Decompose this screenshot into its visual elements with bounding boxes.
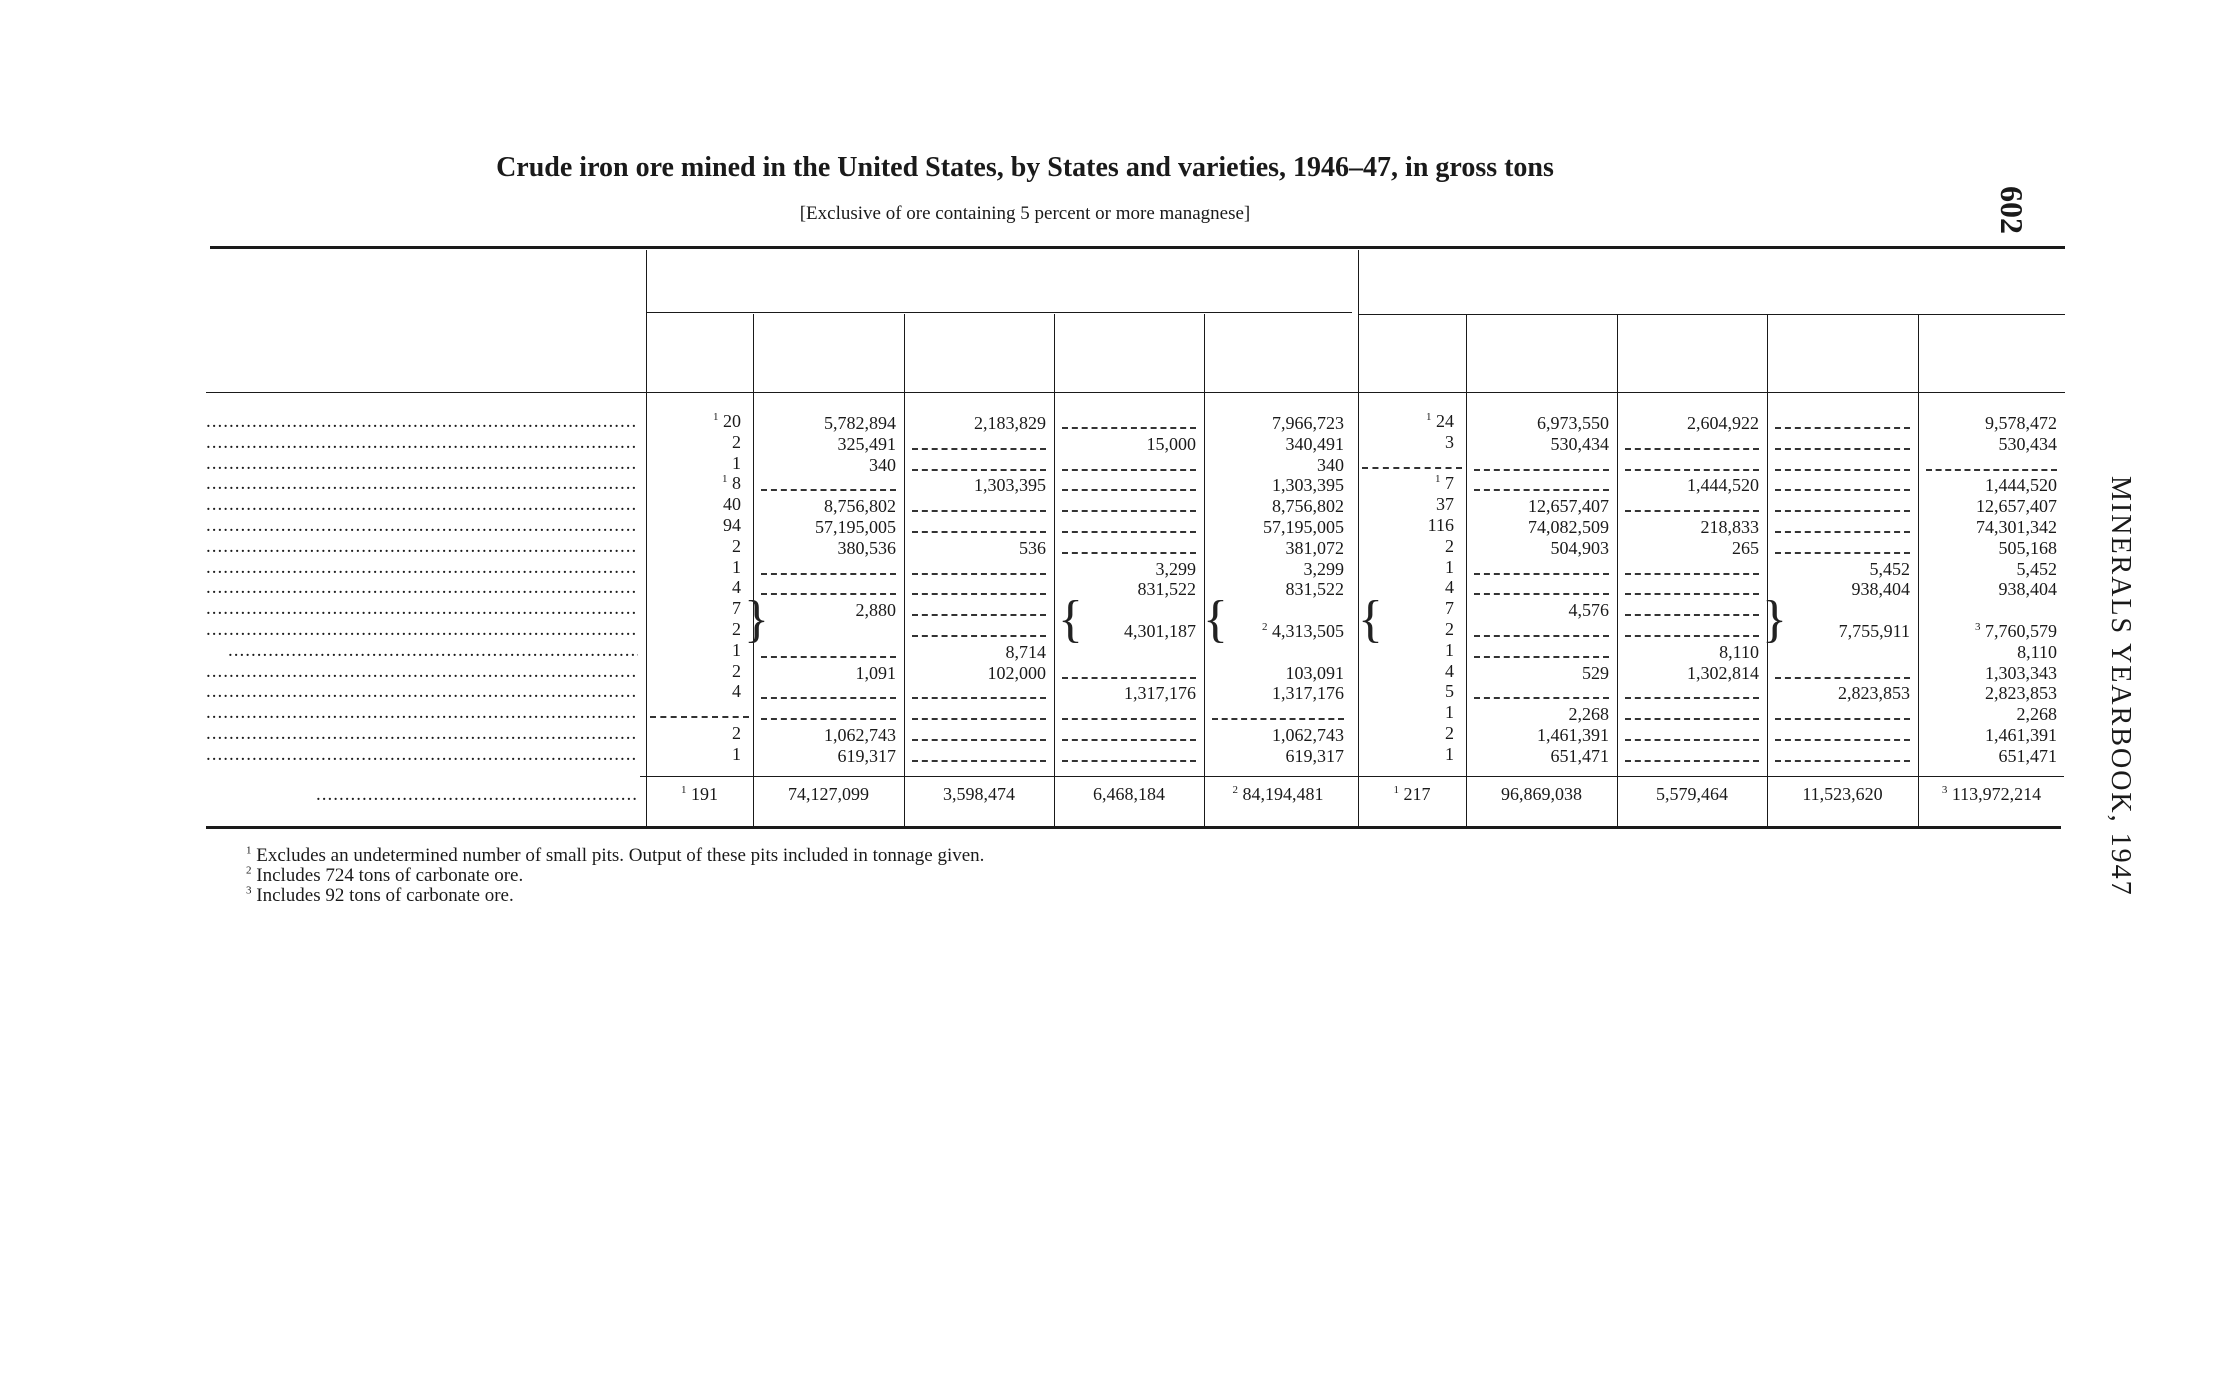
table-cell: 5,452: [2016, 558, 2057, 579]
table-cell: 1: [732, 452, 741, 473]
1947-hematite-header: [1466, 322, 1617, 388]
page-number: 602: [1994, 186, 2030, 234]
brace-mines-1947: {: [1358, 591, 1383, 649]
table-cell: 2,880: [855, 600, 896, 621]
state-name: [206, 640, 638, 661]
empty-cell-dash: [1775, 552, 1910, 554]
table-cell: 325,491: [837, 433, 896, 454]
empty-cell-dash: [1625, 760, 1759, 762]
table-cell: 4: [1445, 660, 1454, 681]
table-cell: 1,461,391: [1985, 725, 2057, 745]
table-cell: 218,833: [1700, 517, 1759, 537]
table-cell: 1,444,520: [1985, 475, 2057, 496]
1947-total-header: [1918, 322, 2065, 388]
table-cell: 2,183,829: [974, 413, 1046, 433]
table-cell: 2: [1445, 535, 1454, 556]
empty-cell-dash: [1062, 739, 1196, 741]
empty-cell-dash: [1775, 760, 1910, 762]
table-cell: 9,578,472: [1985, 413, 2057, 433]
footnote: $^3$ Includes 92 tons of carbonate ore.: [246, 884, 514, 906]
table-cell: 2,268: [1568, 704, 1609, 725]
state-name: [206, 432, 638, 453]
empty-cell-dash: [1062, 552, 1196, 554]
empty-cell-dash: [1775, 427, 1910, 429]
table-cell: 103,091: [1285, 662, 1344, 683]
table-cell: 57,195,005: [815, 517, 896, 537]
empty-cell-dash: [761, 593, 896, 595]
empty-cell-dash: [1474, 489, 1609, 491]
empty-cell-dash: [1775, 718, 1910, 720]
table-cell: 8,756,802: [1272, 496, 1344, 517]
table-cell: $^1$ 24: [1426, 411, 1454, 431]
year-rule-1946: [646, 312, 1352, 313]
table-cell: 3,299: [1155, 558, 1196, 579]
empty-cell-dash: [1625, 448, 1759, 450]
empty-cell-dash: [761, 489, 896, 491]
column-rule: [1054, 314, 1055, 826]
empty-cell-dash: [1775, 677, 1910, 679]
table-cell: 4: [732, 681, 741, 702]
table-cell: 7: [1445, 598, 1454, 619]
table-cell: 8,756,802: [824, 496, 896, 517]
empty-cell-dash: [912, 614, 1046, 616]
table-cell: 2: [732, 431, 741, 452]
empty-cell-dash: [912, 469, 1046, 471]
table-cell: 1,317,176: [1272, 683, 1344, 704]
empty-cell-dash: [1062, 427, 1196, 429]
page-subtitle: [Exclusive of ore containing 5 percent or more managnese]: [799, 203, 1251, 224]
empty-cell-dash: [912, 448, 1046, 450]
empty-cell-dash: [1212, 718, 1344, 720]
table-cell: 4: [1445, 577, 1454, 598]
total-cell: 3,598,474: [943, 784, 1015, 804]
page-title: Crude iron ore mined in the United States, by States and varieties, 1946–47, in gross tons: [496, 152, 1554, 183]
state-name: [206, 661, 638, 682]
table-cell: 2: [1445, 723, 1454, 743]
empty-cell-dash: [1474, 656, 1609, 658]
empty-cell-dash: [1775, 469, 1910, 471]
column-rule: [1617, 314, 1618, 826]
total-leader: [316, 784, 638, 805]
table-cell: 12,657,407: [1976, 496, 2057, 517]
table-cell: 6,973,550: [1537, 413, 1609, 433]
empty-cell-dash: [1775, 489, 1910, 491]
table-cell: 1,317,176: [1124, 683, 1196, 704]
empty-cell-dash: [1062, 469, 1196, 471]
table-cell: 102,000: [987, 662, 1046, 683]
table-cell: 536: [1019, 537, 1046, 558]
table-cell: 530,434: [1550, 433, 1609, 454]
1946-mines-header: [646, 320, 753, 386]
empty-cell-dash: [1775, 448, 1910, 450]
empty-cell-dash: [1474, 635, 1609, 637]
table-cell: 74,082,509: [1528, 517, 1609, 537]
empty-cell-dash: [1474, 593, 1609, 595]
brace-magnetite-1946: {: [1058, 591, 1083, 649]
empty-cell-dash: [912, 739, 1046, 741]
empty-cell-dash: [761, 656, 896, 658]
table-cell: 619,317: [1285, 745, 1344, 766]
total-cell: $^2$ 84,194,481: [1232, 784, 1324, 804]
state-name: [206, 411, 638, 432]
table-cell: 15,000: [1146, 433, 1196, 454]
column-rule: [1767, 314, 1768, 826]
table-cell: 74,301,342: [1976, 517, 2057, 537]
table-cell: 505,168: [1998, 537, 2057, 558]
state-name: [206, 681, 638, 702]
table-cell: 3: [1445, 431, 1454, 452]
table-cell: 2,268: [2016, 704, 2057, 725]
table-cell: 57,195,005: [1263, 517, 1344, 537]
table-cell: 265: [1732, 537, 1759, 558]
empty-cell-dash: [912, 697, 1046, 699]
table-cell: 504,903: [1550, 537, 1609, 558]
table-cell: 12,657,407: [1528, 496, 1609, 517]
table-cell: 3,299: [1303, 558, 1344, 579]
empty-cell-dash: [761, 573, 896, 575]
empty-cell-dash: [1625, 718, 1759, 720]
brace-hematite-1946: }: [744, 591, 769, 649]
state-name: [206, 577, 638, 598]
empty-cell-dash: [1062, 510, 1196, 512]
1946-brown-ore-header: [904, 320, 1054, 386]
table-cell: 7,755,911: [1838, 621, 1910, 641]
table-cell: 380,536: [837, 537, 896, 558]
table-cell: 2,823,853: [1838, 683, 1910, 704]
table-cell: 5: [1445, 681, 1454, 702]
table-cell: 1,062,743: [824, 725, 896, 745]
empty-cell-dash: [1775, 739, 1910, 741]
table-cell: $^2$ 4,313,505: [1262, 621, 1344, 641]
state-name: [206, 598, 638, 619]
column-rule: [753, 314, 754, 826]
table-cell: $^1$ 8: [722, 473, 741, 494]
empty-cell-dash: [1625, 469, 1759, 471]
table-bottom-rule: [206, 826, 2061, 829]
table-cell: 651,471: [1998, 745, 2057, 766]
table-cell: 529: [1582, 662, 1609, 683]
state-name: [206, 494, 638, 515]
table-cell: 1: [732, 743, 741, 764]
state-name: [206, 453, 638, 474]
empty-cell-dash: [1062, 718, 1196, 720]
empty-cell-dash: [761, 718, 896, 720]
empty-cell-dash: [650, 716, 749, 718]
state-name: [206, 619, 638, 640]
empty-cell-dash: [1625, 573, 1759, 575]
table-cell: 2: [1445, 619, 1454, 639]
footnote: $^2$ Includes 724 tons of carbonate ore.: [246, 864, 524, 886]
table-cell: 2: [732, 723, 741, 743]
empty-cell-dash: [912, 531, 1046, 533]
column-rule: [904, 314, 905, 826]
table-cell: 1: [1445, 743, 1454, 764]
table-cell: 530,434: [1998, 433, 2057, 454]
brace-total-1946: {: [1203, 591, 1228, 649]
state-name: [206, 473, 638, 494]
empty-cell-dash: [1625, 739, 1759, 741]
table-cell: 40: [723, 494, 741, 515]
empty-cell-dash: [761, 697, 896, 699]
table-cell: 1,062,743: [1272, 725, 1344, 745]
table-cell: 7: [732, 598, 741, 619]
table-top-rule: [210, 246, 2065, 249]
empty-cell-dash: [1474, 469, 1609, 471]
1946-total-header: [1204, 320, 1352, 386]
empty-cell-dash: [1625, 593, 1759, 595]
table-cell: 5,782,894: [824, 413, 896, 433]
empty-cell-dash: [912, 510, 1046, 512]
column-rule: [1918, 314, 1919, 826]
table-cell: 1: [1445, 556, 1454, 577]
table-cell: 4,301,187: [1124, 621, 1196, 641]
1947-brown-ore-header: [1617, 322, 1767, 388]
empty-cell-dash: [1362, 467, 1462, 469]
table-cell: 37: [1436, 494, 1454, 515]
total-cell: 96,869,038: [1501, 784, 1582, 804]
table-cell: 1: [732, 556, 741, 577]
header-bottom-rule: [206, 392, 2065, 393]
table-cell: 5,452: [1869, 558, 1910, 579]
empty-cell-dash: [912, 635, 1046, 637]
column-rule: [1204, 314, 1205, 826]
table-cell: 7,966,723: [1272, 413, 1344, 433]
table-cell: 4,576: [1568, 600, 1609, 621]
brace-magnetite-1947: }: [1762, 591, 1787, 649]
empty-cell-dash: [1062, 677, 1196, 679]
table-cell: 340: [1317, 454, 1344, 475]
1946-hematite-header: [753, 320, 904, 386]
table-cell: 1: [732, 639, 741, 660]
empty-cell-dash: [912, 718, 1046, 720]
table-cell: $^1$ 7: [1435, 473, 1454, 494]
state-name: [206, 557, 638, 578]
table-cell: 340: [869, 454, 896, 475]
empty-cell-dash: [1625, 510, 1759, 512]
total-top-rule: [640, 776, 2064, 777]
table-cell: 116: [1427, 515, 1454, 535]
total-cell: 11,523,620: [1802, 784, 1883, 804]
empty-cell-dash: [1062, 531, 1196, 533]
1947-magnetite-header: [1767, 322, 1918, 388]
table-cell: 1,303,343: [1985, 662, 2057, 683]
state-name: [206, 723, 638, 744]
state-name: [206, 515, 638, 536]
total-cell: 74,127,099: [788, 784, 869, 804]
total-cell: 5,579,464: [1656, 784, 1728, 804]
table-cell: 1,444,520: [1687, 475, 1759, 496]
empty-cell-dash: [1926, 469, 2057, 471]
1947-mines-header: [1358, 322, 1466, 388]
table-cell: 94: [723, 515, 741, 535]
table-cell: 340,491: [1285, 433, 1344, 454]
total-cell: $^3$ 113,972,214: [1941, 784, 2042, 804]
table-cell: 619,317: [837, 745, 896, 766]
empty-cell-dash: [912, 593, 1046, 595]
empty-cell-dash: [912, 760, 1046, 762]
empty-cell-dash: [1474, 697, 1609, 699]
table-cell: 4: [732, 577, 741, 598]
total-cell: $^1$ 217: [1393, 784, 1431, 804]
table-cell: 2,823,853: [1985, 683, 2057, 704]
running-head: MINERALS YEARBOOK, 1947: [2105, 476, 2136, 897]
empty-cell-dash: [1062, 760, 1196, 762]
table-cell: 8,714: [1005, 641, 1046, 662]
table-cell: 831,522: [1137, 579, 1196, 600]
column-rule: [1466, 314, 1467, 826]
state-name: [206, 702, 638, 723]
state-name: [206, 536, 638, 557]
table-cell: 938,404: [1998, 579, 2057, 600]
1946-magnetite-header: [1054, 320, 1204, 386]
table-cell: $^3$ 7,760,579: [1975, 621, 2057, 641]
table-cell: 1,303,395: [1272, 475, 1344, 496]
table-cell: 8,110: [1719, 641, 1759, 662]
table-cell: 1,091: [855, 662, 896, 683]
empty-cell-dash: [1625, 614, 1759, 616]
empty-cell-dash: [1625, 697, 1759, 699]
total-cell: $^1$ 191: [681, 784, 718, 804]
table-cell: $^1$ 20: [713, 411, 741, 431]
table-cell: 2: [732, 660, 741, 681]
table-cell: 1: [1445, 639, 1454, 660]
table-cell: 1,303,395: [974, 475, 1046, 496]
table-cell: 1,302,814: [1687, 662, 1759, 683]
empty-cell-dash: [1775, 531, 1910, 533]
footnote: $^1$ Excludes an undetermined number of small pits. Output of these pits included in tonnage given.: [246, 844, 985, 866]
table-cell: 1: [1445, 702, 1454, 723]
table-cell: 2: [732, 535, 741, 556]
table-cell: 8,110: [2017, 641, 2057, 662]
total-cell: 6,468,184: [1093, 784, 1165, 804]
table-cell: 381,072: [1285, 537, 1344, 558]
empty-cell-dash: [1625, 635, 1759, 637]
table-cell: 651,471: [1550, 745, 1609, 766]
empty-cell-dash: [1062, 489, 1196, 491]
table-cell: 831,522: [1285, 579, 1344, 600]
empty-cell-dash: [912, 573, 1046, 575]
table-cell: 2: [732, 619, 741, 639]
empty-cell-dash: [1775, 510, 1910, 512]
state-name: [206, 744, 638, 765]
table-cell: 2,604,922: [1687, 413, 1759, 433]
table-cell: 1,461,391: [1537, 725, 1609, 745]
table-cell: 938,404: [1851, 579, 1910, 600]
year-rule-1947: [1358, 314, 2065, 315]
empty-cell-dash: [1474, 573, 1609, 575]
